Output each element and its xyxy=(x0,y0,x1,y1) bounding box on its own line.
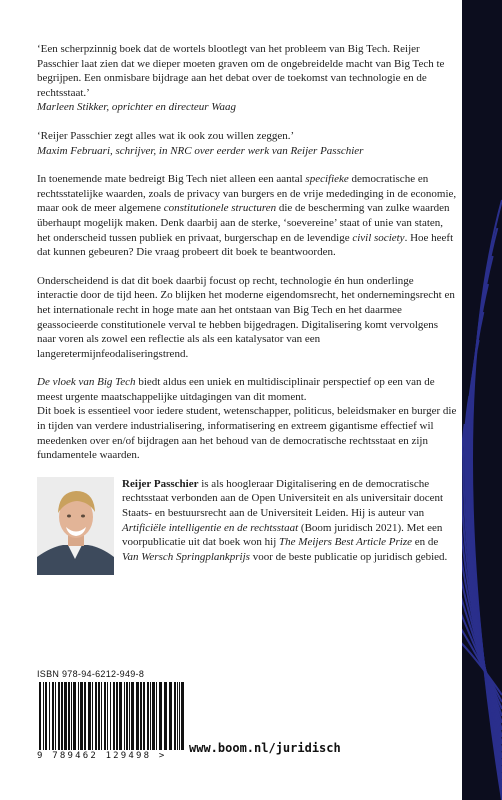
author-photo xyxy=(37,477,114,575)
author-bio-text: Reijer Passchier is als hoogleraar Digitalisering en de democratische rechtsstaat verbonden aan de Open Universiteit en als universitair docent Staats- en bestuursrecht aan de Universiteit Leiden. Hij is auteur van Artificiële intelligentie en de rechtsstaat (Boom juridisch 2021). Met een voorpublicatie uit dat boek won hij The Meijers Best Article Prize en de Van Wersch Springplankprijs voor de beste publicatie op juridisch gebied. xyxy=(122,477,448,563)
quote-author: Marleen Stikker, oprichter en directeur Waag xyxy=(37,101,236,114)
cover-spine-pattern xyxy=(462,0,502,800)
blurb-paragraph-1: In toenemende mate bedreigt Big Tech niet alleen een aantal specifieke democratische en rechtsstatelijke waarden, zoals de privacy van burgers en de vrije mededinging in de economie, maar ook de meer algemene constitutionele structuren die de bescherming van zulke waarden überhaupt mogelijk maken. Denk daarbij aan de sterke, ‘soevereine’ staat of unie van staten, het onderscheid tussen publiek en privaat, burgerschap en de levendige civil society. Hoe heeft dat kunnen gebeuren? Die vraag probeert dit boek te beantwoorden. xyxy=(37,173,457,259)
blurb-paragraph-2: Onderscheidend is dat dit boek daarbij focust op recht, technologie én hun onderlinge interactie door de tijd heen. Zo blijken het moderne eigendomsrecht, het ondernemingsrecht en het internationale recht in hoge mate aan het ontstaan van Big Tech en het daarmee geassocieerde constitutionele verval te hebben bijgedragen. Digitalisering komt vervolgens naar voren als zowel een reflectie als als een katalysator van een langeretermijnfeodaliseringstrend. xyxy=(37,274,455,360)
spine-decoration xyxy=(462,0,502,800)
author-name: Reijer Passchier xyxy=(122,477,199,490)
author-bio xyxy=(37,477,457,575)
book-title: De vloek van Big Tech xyxy=(37,376,136,389)
barcode-image xyxy=(37,682,187,752)
barcode-digits: 9 789462 129498 > xyxy=(37,751,167,761)
author-portrait-image xyxy=(37,477,114,575)
isbn-number: ISBN 978-94-6212-949-8 xyxy=(37,669,145,679)
quote-februari: ‘Reijer Passchier zegt alles wat ik ook zou willen zeggen.’ Maxim Februari, schrijver, in NRC over eerder werk van Reijer Passchier xyxy=(37,129,457,158)
quote-stikker: ‘Een scherpzinnig boek dat de wortels blootlegt van het probleem van Big Tech. Reijer Passchier laat zien dat we dieper moeten graven om de ongebreidelde macht van Big Tech te begrijpen. Een onmisbare bijdrage aan het debat over de toekomst van technologie en de rechtsstaat.’ Marleen Stikker, oprichter en directeur Waag xyxy=(37,42,457,115)
publisher-url: www.boom.nl/juridisch xyxy=(189,741,341,755)
blurb-paragraph-3: De vloek van Big Tech biedt aldus een uniek en multidisciplinair perspectief op een van de meest urgente maatschappelijke uitdagingen van dit moment. Dit boek is essentieel voor iedere student, wetenschapper, politicus, beleidsmaker en burger die in tijden van verdere industrialisering, informatisering en extreem gigantisme effectief wil meedenken over en/of bijdragen aan het behoud van de democratische rechtsstaat en zijn fundamentele waarden. xyxy=(37,376,457,462)
cover-text xyxy=(37,42,457,575)
isbn-barcode xyxy=(37,669,192,761)
quote-author: Maxim Februari, schrijver, in NRC over eerder werk van Reijer Passchier xyxy=(37,144,364,157)
